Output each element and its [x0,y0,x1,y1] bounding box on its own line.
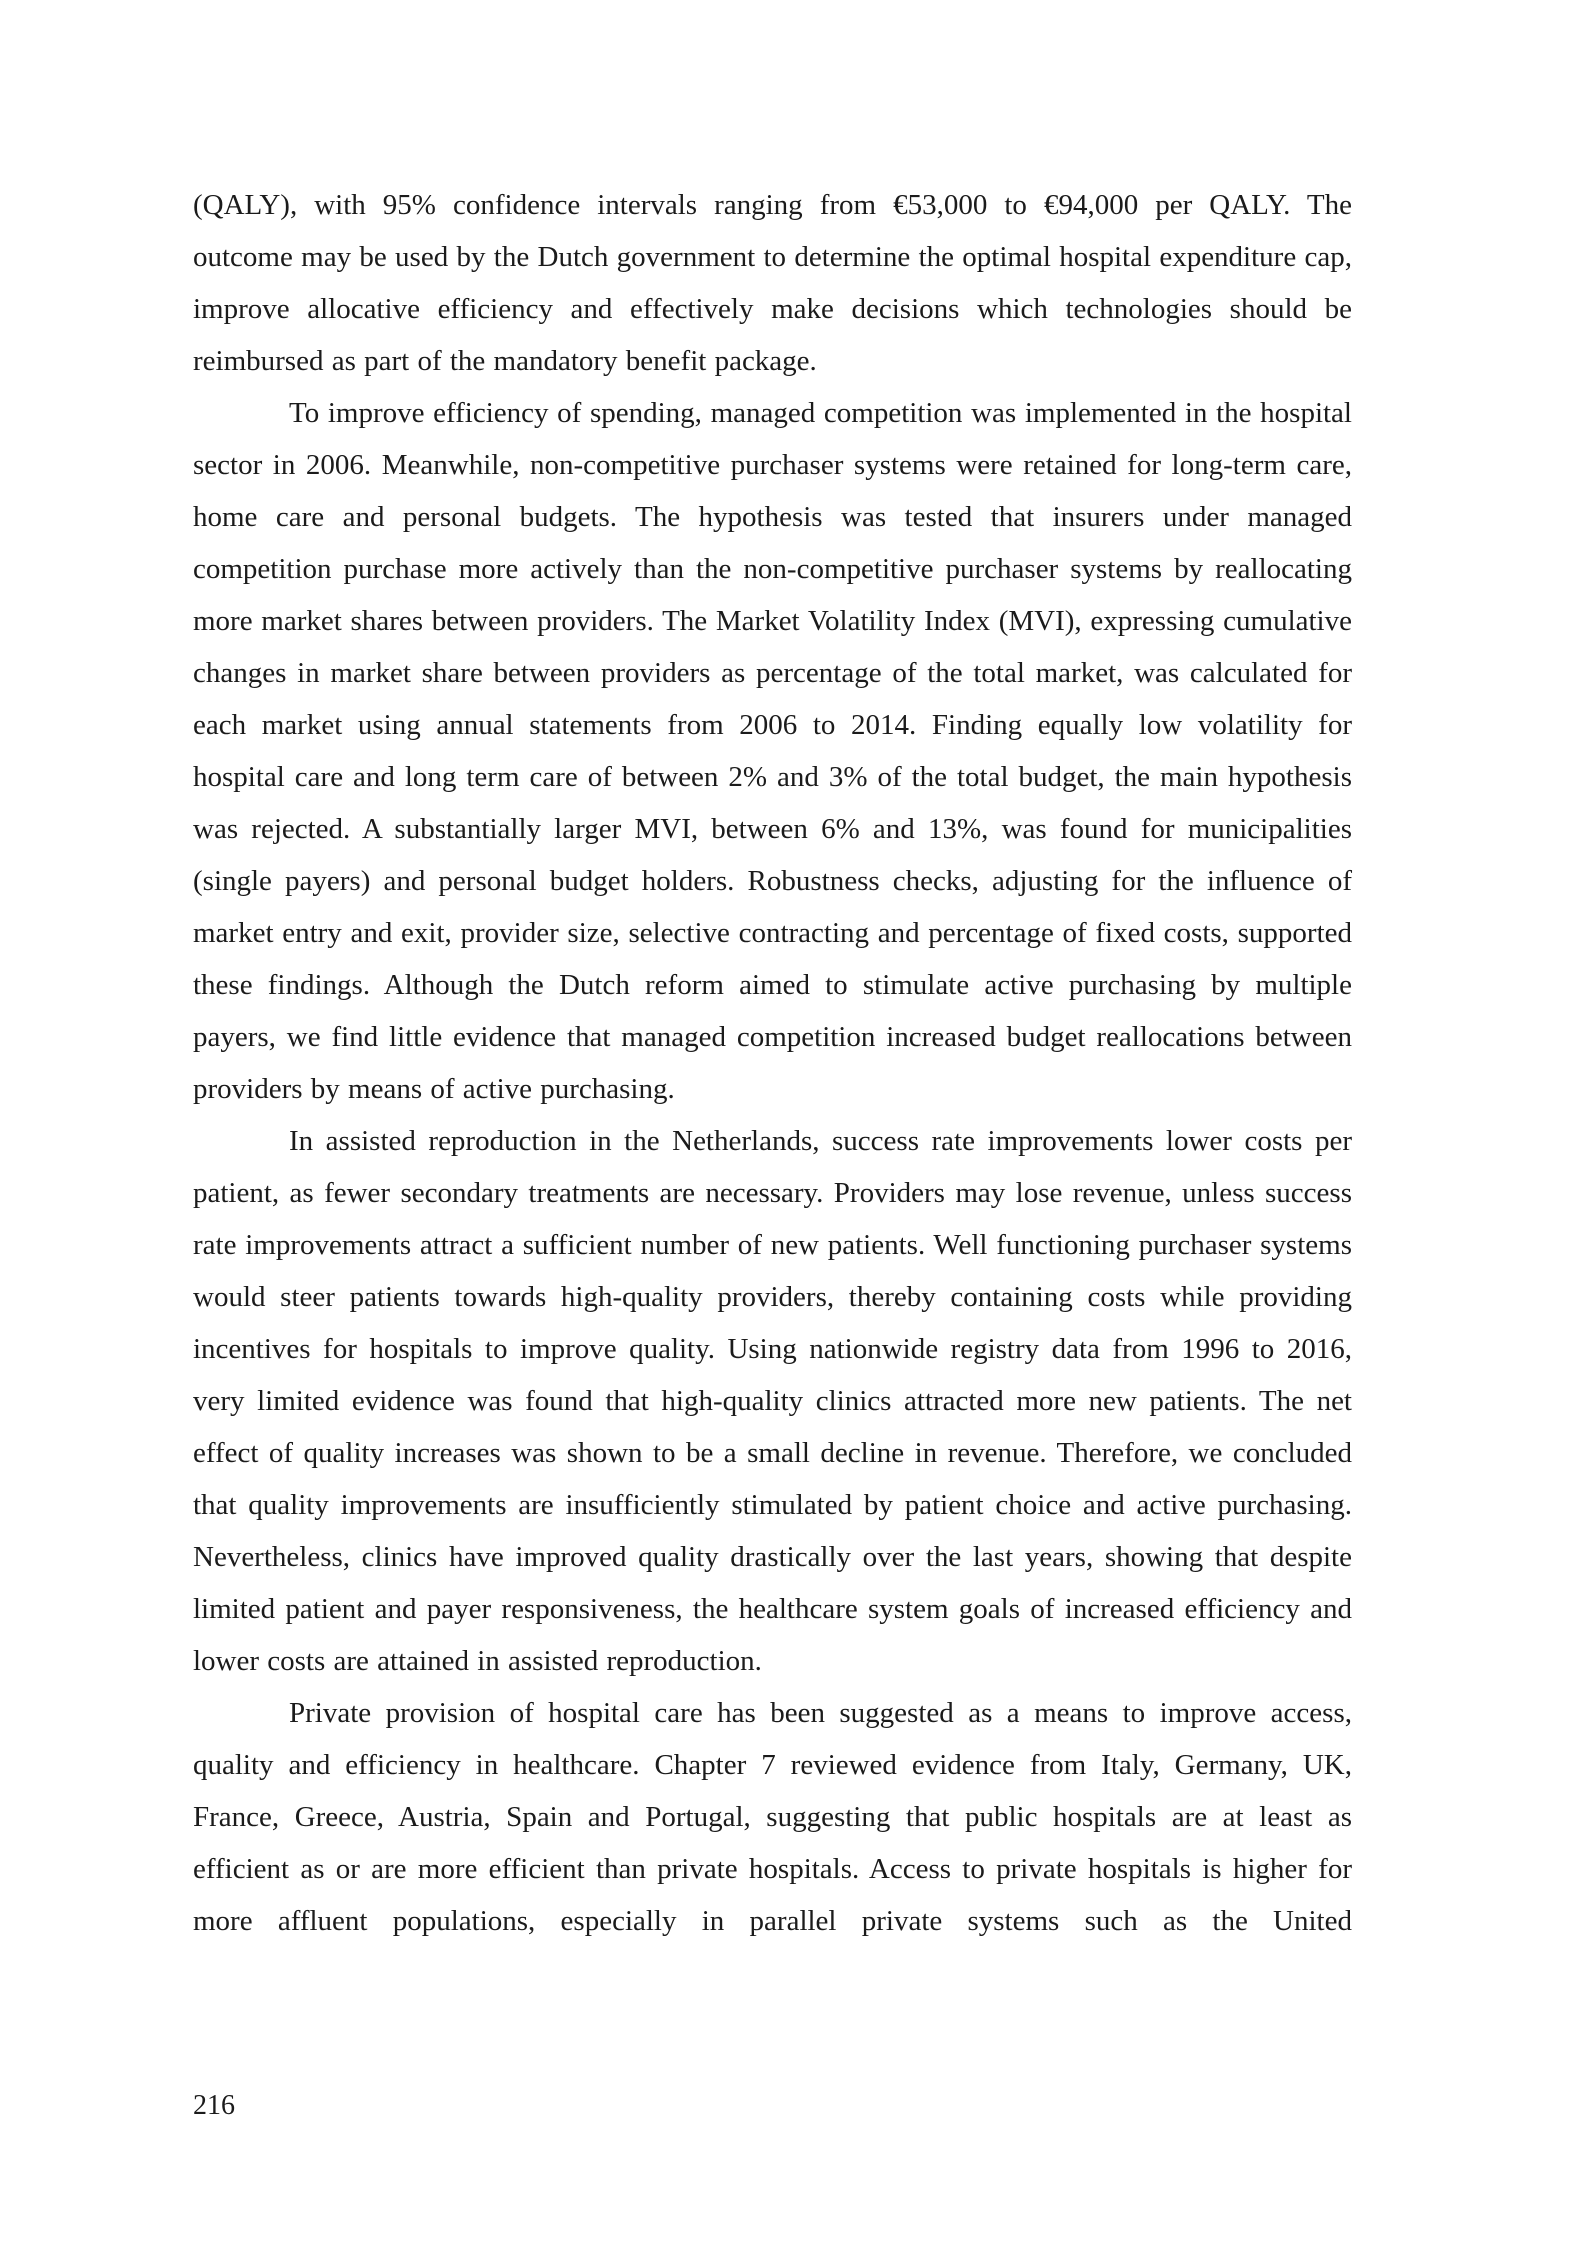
paragraph-4: Private provision of hospital care has been suggested as a means to improve access, quality and efficiency in healthcare. Chapter 7 reviewed evidence from Italy, Germany, UK, France, Greece, Austria, Spain and Portugal, suggesting that public hospitals are at least as efficient as or are more efficient than private hospitals. Access to private hospitals is higher for more affluent populations, especially in parallel private systems such as the United [193,1697,1352,1937]
paragraph-3: In assisted reproduction in the Netherlands, success rate improvements lower costs per patient, as fewer secondary treatments are necessary. Providers may lose revenue, unless success rate improvements attract a sufficient number of new patients. Well functioning purchaser systems would steer patients towards high-quality providers, thereby containing costs while providing incentives for hospitals to improve quality. Using nationwide registry data from 1996 to 2016, very limited evidence was found that high-quality clinics attracted more new patients. The net effect of quality increases was shown to be a small decline in revenue. Therefore, we concluded that quality improvements are insufficiently stimulated by patient choice and active purchasing. Nevertheless, clinics have improved quality drastically over the last years, showing that despite limited patient and payer responsiveness, the healthcare system goals of increased efficiency and lower costs are attained in assisted reproduction. [193,1125,1352,1677]
body-text [193,179,1352,1947]
page-number: 216 [193,2090,235,2121]
paragraph-1: (QALY), with 95% confidence intervals ranging from €53,000 to €94,000 per QALY. The outcome may be used by the Dutch government to determine the optimal hospital expenditure cap, improve allocative efficiency and effectively make decisions which technologies should be reimbursed as part of the mandatory benefit package. [193,189,1352,377]
paragraph-2: To improve efficiency of spending, managed competition was implemented in the hospital sector in 2006. Meanwhile, non-competitive purchaser systems were retained for long-term care, home care and personal budgets. The hypothesis was tested that insurers under managed competition purchase more actively than the non-competitive purchaser systems by reallocating more market shares between providers. The Market Volatility Index (MVI), expressing cumulative changes in market share between providers as percentage of the total market, was calculated for each market using annual statements from 2006 to 2014. Finding equally low volatility for hospital care and long term care of between 2% and 3% of the total budget, the main hypothesis was rejected. A substantially larger MVI, between 6% and 13%, was found for municipalities (single payers) and personal budget holders. Robustness checks, adjusting for the influence of market entry and exit, provider size, selective contracting and percentage of fixed costs, supported these findings. Although the Dutch reform aimed to stimulate active purchasing by multiple payers, we find little evidence that managed competition increased budget reallocations between providers by means of active purchasing. [193,397,1352,1105]
